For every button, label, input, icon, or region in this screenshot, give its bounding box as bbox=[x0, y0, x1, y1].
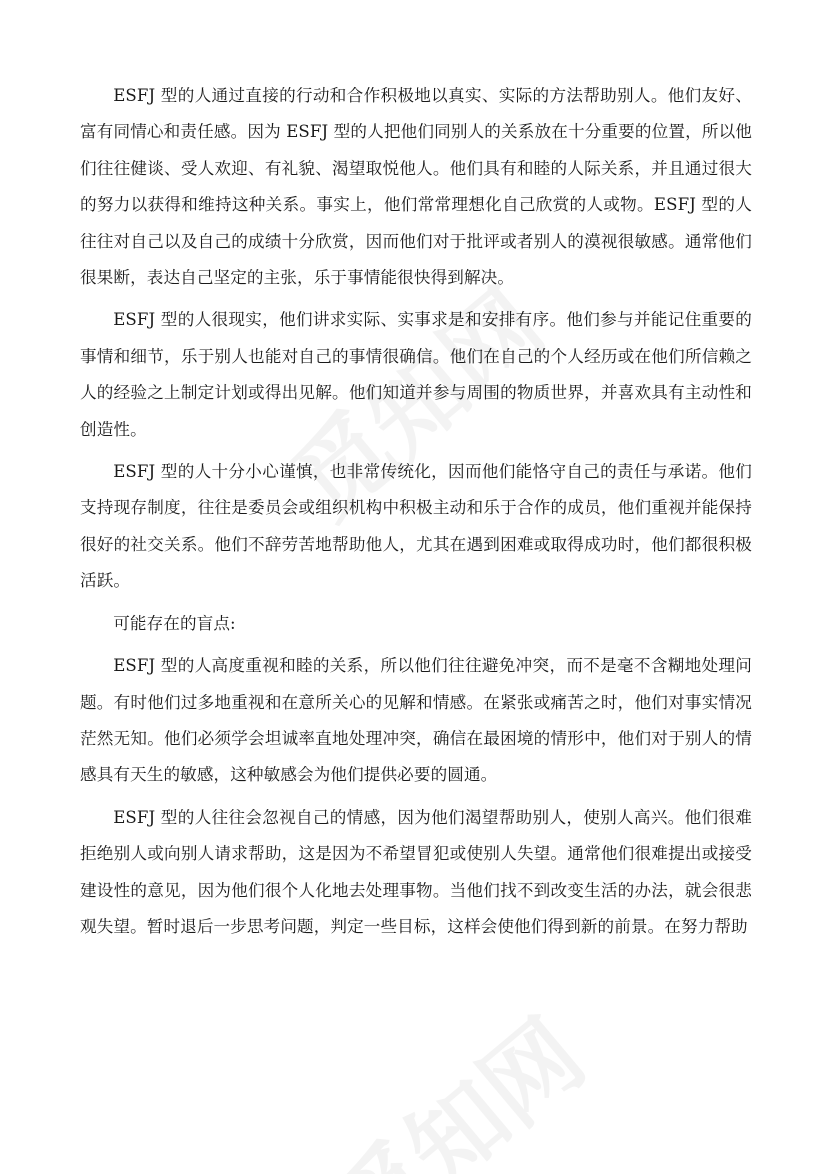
watermark bbox=[300, 983, 609, 1174]
paragraph: ESFJ 型的人很现实，他们讲求实际、实事求是和安排有序。他们参与并能记住重要的事情和细节，乐于别人也能对自己的事情很确信。他们在自己的个人经历或在他们所信赖之人的经验之上制定计划或得出见解。他们知道并参与周围的物质世界，并喜欢具有主动性和创造性。 bbox=[80, 310, 752, 439]
paragraph: ESFJ 型的人往往会忽视自己的情感，因为他们渴望帮助别人，使别人高兴。他们很难拒绝别人或向别人请求帮助，这是因为不希望冒犯或使别人失望。通常他们很难提出或接受建设性的意见，因为他们很个人化地去处理事物。当他们找不到改变生活的办法，就会很悲观失望。暂时退后一步思考问题，判定一些目标，这样会使他们得到新的前景。在努力帮助 bbox=[80, 807, 752, 936]
paragraph: ESFJ 型的人通过直接的行动和合作积极地以真实、实际的方法帮助别人。他们友好、富有同情心和责任感。因为 ESFJ 型的人把他们同别人的关系放在十分重要的位置，所以他们往往健谈、受人欢迎、有礼貌、渴望取悦他人。他们具有和睦的人际关系，并且通过很大的努力以获得和维持这种关系。事实上，他们常常理想化自己欣赏的人或物。ESFJ 型的人往往对自己以及自己的成绩十分欣赏，因而他们对于批评或者别人的漠视很敏感。通常他们很果断，表达自己坚定的主张，乐于事情能很快得到解决。 bbox=[80, 86, 752, 288]
section-heading: 可能存在的盲点: bbox=[113, 613, 236, 633]
paragraph: ESFJ 型的人高度重视和睦的关系，所以他们往往避免冲突，而不是毫不含糊地处理问题。有时他们过多地重视和在意所关心的见解和情感。在紧张或痛苦之时，他们对事实情况茫然无知。他们必须学会坦诚率直地处理冲突，确信在最困境的情形中，他们对于别人的情感具有天生的敏感，这种敏感会为他们提供必要的圆通。 bbox=[80, 656, 752, 785]
paragraph: ESFJ 型的人十分小心谨慎，也非常传统化，因而他们能恪守自己的责任与承诺。他们支持现存制度，往往是委员会或组织机构中积极主动和乐于合作的成员，他们重视并能保持很好的社交关系。他们不辞劳苦地帮助他人，尤其在遇到困难或取得成功时，他们都很积极活跃。 bbox=[80, 462, 752, 591]
document-body bbox=[80, 78, 752, 951]
